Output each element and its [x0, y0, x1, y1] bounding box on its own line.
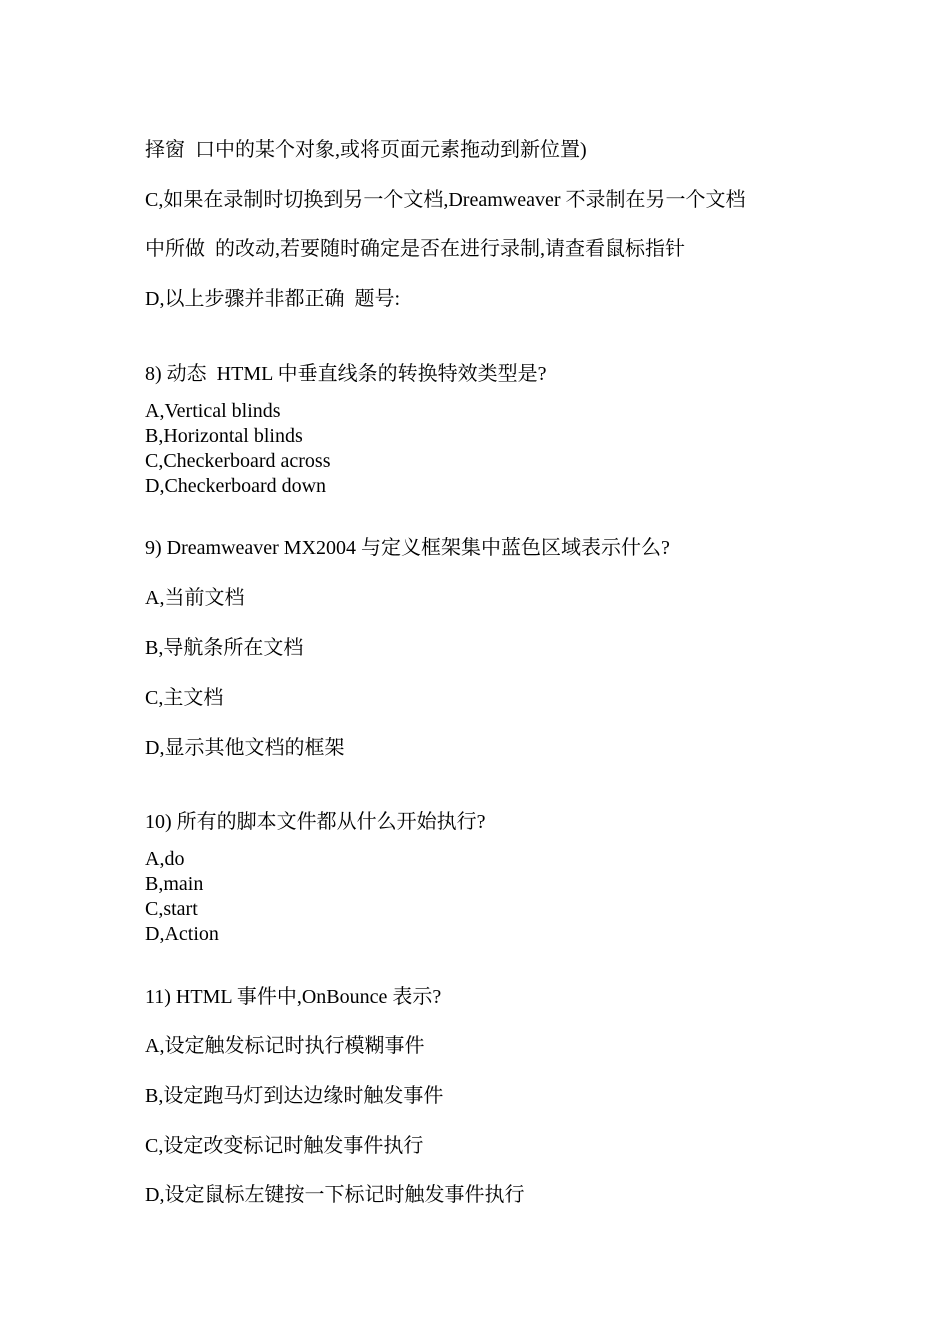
- question-10-option-d: D,Action: [145, 923, 219, 945]
- question-10-option-c: C,start: [145, 898, 198, 920]
- question-9-option-b: B,导航条所在文档: [145, 637, 304, 659]
- question-10-option-b: B,main: [145, 873, 204, 895]
- continuation-line-4: D,以上步骤并非都正确 题号:: [145, 288, 400, 310]
- question-8-option-c: C,Checkerboard across: [145, 450, 331, 472]
- question-10-text: 10) 所有的脚本文件都从什么开始执行?: [145, 811, 486, 833]
- question-8-option-a: A,Vertical blinds: [145, 400, 281, 422]
- question-11-option-b: B,设定跑马灯到达边缘时触发事件: [145, 1085, 444, 1107]
- question-9-option-c: C,主文档: [145, 687, 224, 709]
- question-9-option-a: A,当前文档: [145, 587, 245, 609]
- question-11-option-d: D,设定鼠标左键按一下标记时触发事件执行: [145, 1184, 525, 1206]
- question-8-option-b: B,Horizontal blinds: [145, 425, 303, 447]
- question-8-option-d: D,Checkerboard down: [145, 475, 327, 497]
- question-8-text: 8) 动态 HTML 中垂直线条的转换特效类型是?: [145, 363, 547, 385]
- question-9-option-d: D,显示其他文档的框架: [145, 737, 345, 759]
- question-11-option-a: A,设定触发标记时执行模糊事件: [145, 1035, 425, 1057]
- question-11-option-c: C,设定改变标记时触发事件执行: [145, 1135, 424, 1157]
- continuation-line-3: 中所做 的改动,若要随时确定是否在进行录制,请查看鼠标指针: [145, 238, 685, 260]
- question-11-text: 11) HTML 事件中,OnBounce 表示?: [145, 986, 442, 1008]
- question-10-option-a: A,do: [145, 848, 185, 870]
- continuation-line-2: C,如果在录制时切换到另一个文档,Dreamweaver 不录制在另一个文档: [145, 189, 746, 211]
- question-9-text: 9) Dreamweaver MX2004 与定义框架集中蓝色区域表示什么?: [145, 537, 670, 559]
- continuation-line-1: 择窗 口中的某个对象,或将页面元素拖动到新位置): [145, 139, 587, 161]
